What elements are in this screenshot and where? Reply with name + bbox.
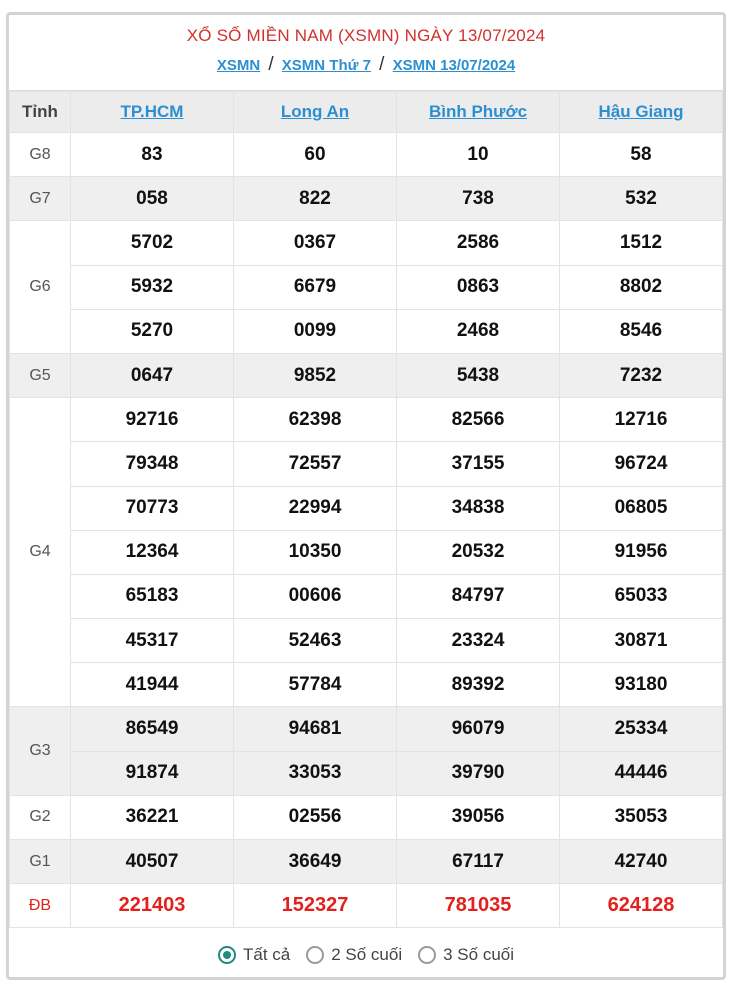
breadcrumb-xsmn[interactable]: XSMN <box>216 57 261 74</box>
prize-number: 65183 <box>71 574 234 618</box>
prize-row <box>10 707 723 751</box>
results-panel <box>6 12 726 980</box>
prize-row <box>10 265 723 309</box>
province-link-tphcm[interactable]: TP.HCM <box>120 102 184 121</box>
prize-number: 781035 <box>397 884 560 928</box>
prize-number: 7232 <box>560 353 723 397</box>
prize-number: 40507 <box>71 840 234 884</box>
prize-number: 37155 <box>397 442 560 486</box>
prize-number: 41944 <box>71 663 234 707</box>
prize-label: G4 <box>10 398 71 707</box>
prize-number: 8546 <box>560 309 723 353</box>
prize-number: 42740 <box>560 840 723 884</box>
results-table <box>9 91 723 928</box>
prize-number: 22994 <box>234 486 397 530</box>
prize-number: 10350 <box>234 530 397 574</box>
prize-number: 45317 <box>71 619 234 663</box>
prize-row <box>10 619 723 663</box>
breadcrumb-xsmn-date[interactable]: XSMN 13/07/2024 <box>392 57 516 74</box>
prize-row <box>10 309 723 353</box>
filter-option-label: 3 Số cuối <box>443 945 515 965</box>
prize-row <box>10 353 723 397</box>
prize-number: 89392 <box>397 663 560 707</box>
prize-number: 822 <box>234 177 397 221</box>
prize-number: 12716 <box>560 398 723 442</box>
prize-row <box>10 398 723 442</box>
prize-number: 5932 <box>71 265 234 309</box>
prize-number: 6679 <box>234 265 397 309</box>
prize-number: 0647 <box>71 353 234 397</box>
prize-number: 86549 <box>71 707 234 751</box>
prize-number: 58 <box>560 133 723 177</box>
breadcrumb <box>9 54 723 76</box>
prize-number: 738 <box>397 177 560 221</box>
prize-label: G6 <box>10 221 71 354</box>
prize-number: 2586 <box>397 221 560 265</box>
prize-number: 35053 <box>560 795 723 839</box>
prize-number: 0367 <box>234 221 397 265</box>
radio-checked-icon[interactable] <box>218 946 236 964</box>
prize-number: 96079 <box>397 707 560 751</box>
prize-number: 5702 <box>71 221 234 265</box>
prize-number: 91956 <box>560 530 723 574</box>
breadcrumb-separator: / <box>268 54 274 75</box>
prize-number: 0863 <box>397 265 560 309</box>
prize-label: ĐB <box>10 884 71 928</box>
prize-number: 5438 <box>397 353 560 397</box>
prize-number: 72557 <box>234 442 397 486</box>
filter-option-label: Tất cả <box>242 945 291 965</box>
prize-number: 0099 <box>234 309 397 353</box>
prize-label: G3 <box>10 707 71 795</box>
prize-number: 67117 <box>397 840 560 884</box>
prize-number: 36649 <box>234 840 397 884</box>
prize-row <box>10 530 723 574</box>
prize-number: 36221 <box>71 795 234 839</box>
prize-number: 82566 <box>397 398 560 442</box>
prize-number: 06805 <box>560 486 723 530</box>
province-column-label: Tỉnh <box>10 92 71 133</box>
prize-row <box>10 751 723 795</box>
prize-number: 8802 <box>560 265 723 309</box>
prize-number: 60 <box>234 133 397 177</box>
prize-row <box>10 177 723 221</box>
prize-number: 532 <box>560 177 723 221</box>
prize-number: 30871 <box>560 619 723 663</box>
prize-row <box>10 840 723 884</box>
prize-row <box>10 442 723 486</box>
breadcrumb-xsmn-thu-7[interactable]: XSMN Thứ 7 <box>281 57 371 74</box>
prize-number: 00606 <box>234 574 397 618</box>
prize-number: 39056 <box>397 795 560 839</box>
prize-number: 34838 <box>397 486 560 530</box>
prize-number: 33053 <box>234 751 397 795</box>
province-link-binh-phuoc[interactable]: Bình Phước <box>428 102 528 121</box>
prize-number: 84797 <box>397 574 560 618</box>
prize-number: 9852 <box>234 353 397 397</box>
filter-option-all[interactable] <box>218 945 290 965</box>
prize-number: 23324 <box>397 619 560 663</box>
prize-number: 96724 <box>560 442 723 486</box>
prize-label: G8 <box>10 133 71 177</box>
prize-number: 221403 <box>71 884 234 928</box>
prize-number: 39790 <box>397 751 560 795</box>
results-body <box>10 133 723 928</box>
prize-number: 92716 <box>71 398 234 442</box>
prize-row <box>10 574 723 618</box>
prize-number: 79348 <box>71 442 234 486</box>
prize-number: 624128 <box>560 884 723 928</box>
prize-number: 91874 <box>71 751 234 795</box>
prize-number: 83 <box>71 133 234 177</box>
prize-row <box>10 663 723 707</box>
radio-unchecked-icon[interactable] <box>418 946 436 964</box>
prize-row <box>10 795 723 839</box>
table-header-row <box>10 92 723 133</box>
prize-number: 70773 <box>71 486 234 530</box>
prize-row <box>10 221 723 265</box>
page-title: XỔ SỐ MIỀN NAM (XSMN) NGÀY 13/07/2024 <box>186 26 546 45</box>
prize-number: 20532 <box>397 530 560 574</box>
prize-number: 058 <box>71 177 234 221</box>
prize-number: 10 <box>397 133 560 177</box>
radio-unchecked-icon[interactable] <box>306 946 324 964</box>
prize-number: 52463 <box>234 619 397 663</box>
prize-number: 5270 <box>71 309 234 353</box>
results-header <box>9 15 723 91</box>
prize-row <box>10 133 723 177</box>
prize-number: 12364 <box>71 530 234 574</box>
breadcrumb-separator: / <box>379 54 385 75</box>
digit-filter <box>9 928 723 982</box>
province-link-hau-giang[interactable]: Hậu Giang <box>598 102 684 121</box>
prize-label: G2 <box>10 795 71 839</box>
prize-number: 94681 <box>234 707 397 751</box>
prize-label: G7 <box>10 177 71 221</box>
filter-option-label: 2 Số cuối <box>331 945 403 965</box>
filter-option-last-2[interactable] <box>306 945 402 965</box>
prize-number: 57784 <box>234 663 397 707</box>
prize-number: 62398 <box>234 398 397 442</box>
prize-number: 25334 <box>560 707 723 751</box>
prize-row <box>10 486 723 530</box>
prize-label: G5 <box>10 353 71 397</box>
filter-option-last-3[interactable] <box>418 945 514 965</box>
prize-number: 93180 <box>560 663 723 707</box>
prize-label: G1 <box>10 840 71 884</box>
prize-number: 02556 <box>234 795 397 839</box>
province-link-long-an[interactable]: Long An <box>280 102 350 121</box>
prize-number: 152327 <box>234 884 397 928</box>
prize-number: 2468 <box>397 309 560 353</box>
prize-number: 44446 <box>560 751 723 795</box>
prize-number: 65033 <box>560 574 723 618</box>
prize-number: 1512 <box>560 221 723 265</box>
prize-row <box>10 884 723 928</box>
